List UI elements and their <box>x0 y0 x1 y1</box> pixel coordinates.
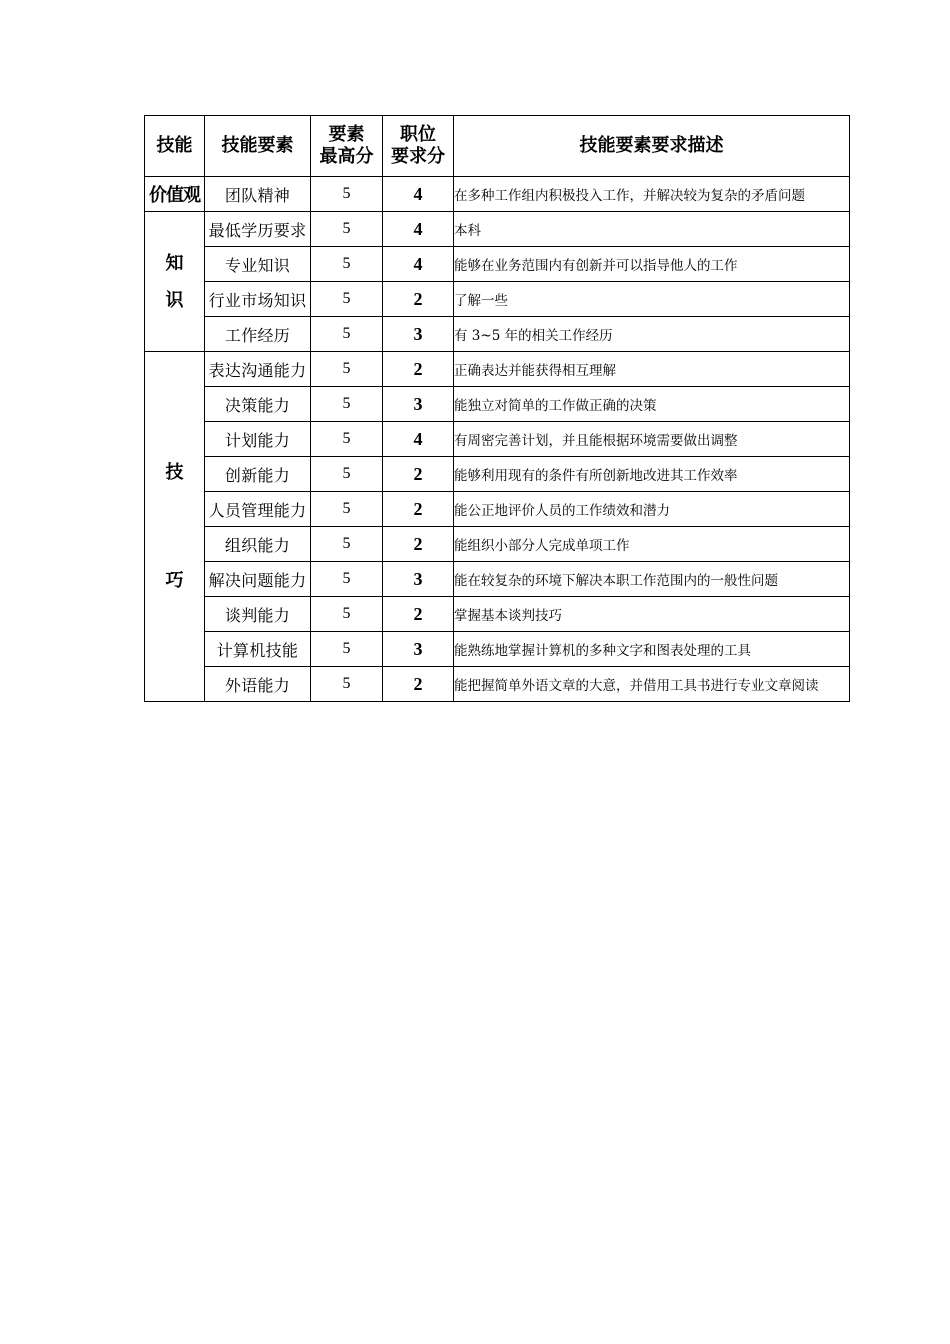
table-row <box>145 177 850 212</box>
table-row <box>145 492 850 527</box>
header-required-score-line1: 职位 <box>400 124 436 145</box>
row-max-score: 5 <box>311 247 383 282</box>
category-skills-char2: 巧 <box>165 569 184 591</box>
category-knowledge-char2: 识 <box>165 289 184 311</box>
row-max-score: 5 <box>311 562 383 597</box>
row-max-score: 5 <box>311 667 383 702</box>
table-row <box>145 667 850 702</box>
row-description: 能独立对简单的工作做正确的决策 <box>454 387 850 422</box>
row-required-score: 4 <box>383 212 454 247</box>
row-element: 计划能力 <box>205 422 311 457</box>
row-required-score: 2 <box>383 352 454 387</box>
row-element: 计算机技能 <box>205 632 311 667</box>
table-row <box>145 632 850 667</box>
skill-requirements-table <box>144 115 850 702</box>
row-max-score: 5 <box>311 352 383 387</box>
row-element: 解决问题能力 <box>205 562 311 597</box>
table-row <box>145 597 850 632</box>
category-skills-spacer <box>145 491 204 563</box>
row-max-score: 5 <box>311 457 383 492</box>
table-row <box>145 282 850 317</box>
row-description: 正确表达并能获得相互理解 <box>454 352 850 387</box>
table-row <box>145 457 850 492</box>
category-skills-char1: 技 <box>165 461 184 483</box>
row-required-score: 2 <box>383 597 454 632</box>
header-element: 技能要素 <box>205 116 311 177</box>
row-required-score: 3 <box>383 317 454 352</box>
row-required-score: 4 <box>383 177 454 212</box>
row-element: 专业知识 <box>205 247 311 282</box>
row-required-score: 3 <box>383 562 454 597</box>
row-description: 在多种工作组内积极投入工作，并解决较为复杂的矛盾问题 <box>454 177 850 212</box>
row-element: 表达沟通能力 <box>205 352 311 387</box>
row-description: 能够在业务范围内有创新并可以指导他人的工作 <box>454 247 850 282</box>
row-description: 有 3~5 年的相关工作经历 <box>454 317 850 352</box>
table-row <box>145 387 850 422</box>
table-row <box>145 527 850 562</box>
category-values: 价值观 <box>145 177 205 212</box>
category-knowledge-char1: 知 <box>165 252 184 274</box>
row-required-score: 4 <box>383 247 454 282</box>
row-description: 有周密完善计划，并且能根据环境需要做出调整 <box>454 422 850 457</box>
row-max-score: 5 <box>311 177 383 212</box>
table-row <box>145 422 850 457</box>
row-element: 团队精神 <box>205 177 311 212</box>
row-element: 创新能力 <box>205 457 311 492</box>
row-element: 外语能力 <box>205 667 311 702</box>
row-required-score: 2 <box>383 282 454 317</box>
row-element: 工作经历 <box>205 317 311 352</box>
row-required-score: 2 <box>383 667 454 702</box>
row-required-score: 2 <box>383 527 454 562</box>
row-required-score: 4 <box>383 422 454 457</box>
table-row <box>145 317 850 352</box>
header-description: 技能要素要求描述 <box>454 116 850 177</box>
row-element: 人员管理能力 <box>205 492 311 527</box>
row-required-score: 3 <box>383 387 454 422</box>
row-description: 能够利用现有的条件有所创新地改进其工作效率 <box>454 457 850 492</box>
row-element: 组织能力 <box>205 527 311 562</box>
row-description: 能组织小部分人完成单项工作 <box>454 527 850 562</box>
row-description: 能熟练地掌握计算机的多种文字和图表处理的工具 <box>454 632 850 667</box>
table-row <box>145 562 850 597</box>
row-max-score: 5 <box>311 282 383 317</box>
row-element: 谈判能力 <box>205 597 311 632</box>
row-max-score: 5 <box>311 597 383 632</box>
table-row <box>145 352 850 387</box>
header-max-score-line2: 最高分 <box>319 146 374 167</box>
header-required-score-line2: 要求分 <box>391 146 445 167</box>
row-required-score: 2 <box>383 492 454 527</box>
row-max-score: 5 <box>311 317 383 352</box>
header-category: 技能 <box>145 116 205 177</box>
row-description: 本科 <box>454 212 850 247</box>
row-max-score: 5 <box>311 632 383 667</box>
row-element: 决策能力 <box>205 387 311 422</box>
row-required-score: 2 <box>383 457 454 492</box>
header-required-score <box>383 116 454 177</box>
row-description: 能公正地评价人员的工作绩效和潜力 <box>454 492 850 527</box>
row-max-score: 5 <box>311 492 383 527</box>
row-element: 最低学历要求 <box>205 212 311 247</box>
table-row <box>145 212 850 247</box>
category-skills <box>145 352 205 702</box>
table-row <box>145 247 850 282</box>
row-max-score: 5 <box>311 422 383 457</box>
table-header-row <box>145 116 850 177</box>
category-knowledge <box>145 212 205 352</box>
header-max-score-line1: 要素 <box>328 124 365 145</box>
row-description: 能把握简单外语文章的大意，并借用工具书进行专业文章阅读 <box>454 667 850 702</box>
row-required-score: 3 <box>383 632 454 667</box>
row-description: 能在较复杂的环境下解决本职工作范围内的一般性问题 <box>454 562 850 597</box>
row-element: 行业市场知识 <box>205 282 311 317</box>
row-description: 了解一些 <box>454 282 850 317</box>
row-description: 掌握基本谈判技巧 <box>454 597 850 632</box>
row-max-score: 5 <box>311 212 383 247</box>
row-max-score: 5 <box>311 387 383 422</box>
row-max-score: 5 <box>311 527 383 562</box>
header-max-score <box>311 116 383 177</box>
